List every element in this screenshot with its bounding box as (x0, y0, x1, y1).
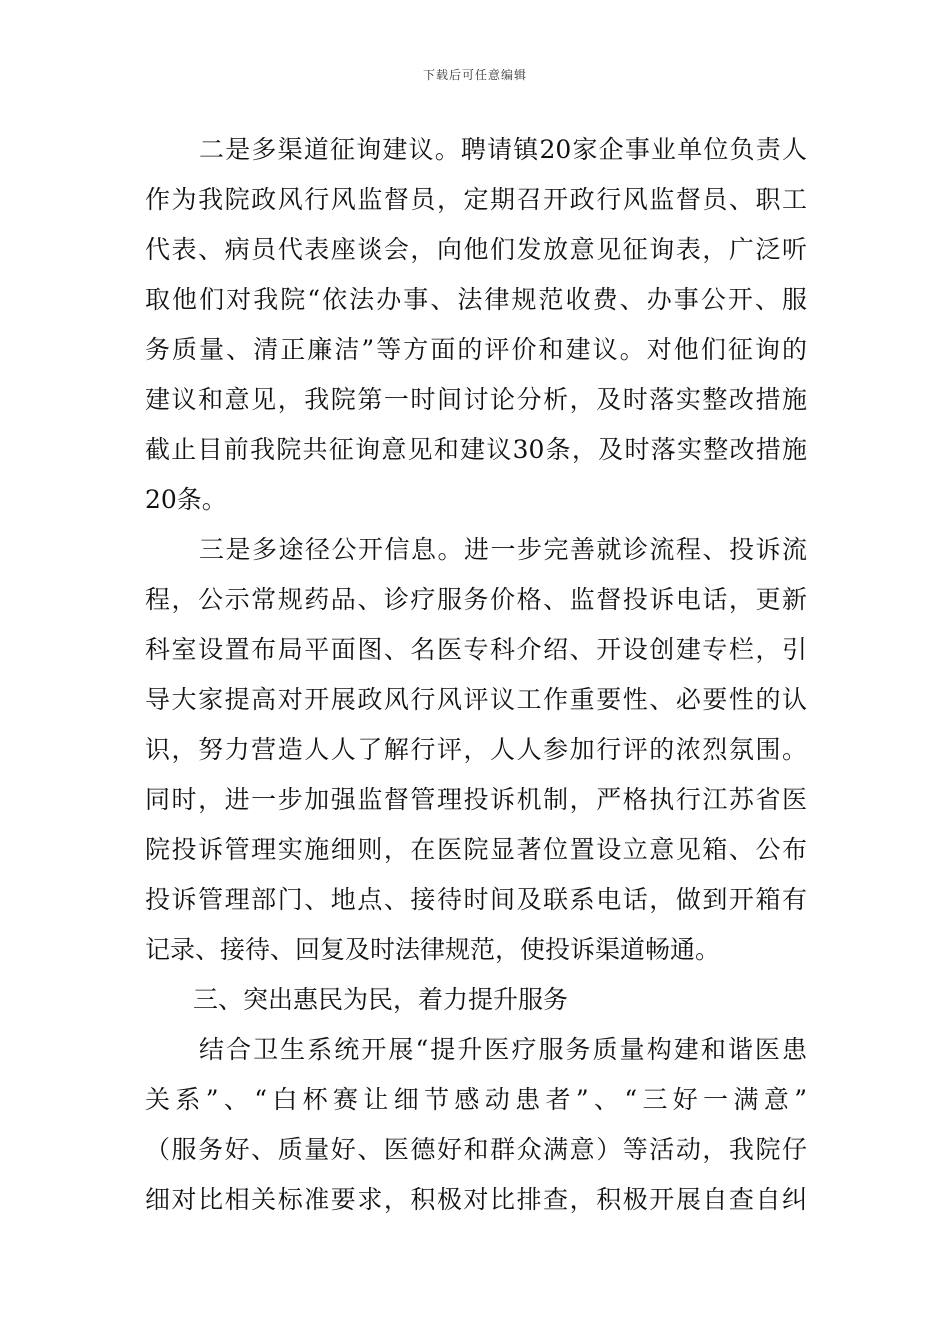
paragraph-line: 截止目前我院共征询意见和建议30条，及时落实整改措施 (145, 435, 807, 464)
paragraph-line: 建议和意见，我院第一时间讨论分析，及时落实整改措施 (145, 385, 807, 414)
section-heading: 三、突出惠民为民，着力提升服务 (193, 985, 569, 1014)
paragraph-line: 代表、病员代表座谈会，向他们发放意见征询表，广泛听 (145, 235, 807, 264)
paragraph-line: 取他们对我院“依法办事、法律规范收费、办事公开、服 (145, 285, 807, 314)
page-header-note: 下载后可任意编辑 (422, 68, 527, 82)
paragraph-line: 结合卫生系统开展“提升医疗服务质量构建和谐医患 (199, 1035, 807, 1064)
paragraph-line: 关系”、“白杯赛让细节感动患者”、“三好一满意” (145, 1085, 807, 1114)
paragraph-line: 导大家提高对开展政风行风评议工作重要性、必要性的认 (145, 685, 807, 714)
paragraph-line: 二是多渠道征询建议。聘请镇20家企事业单位负责人 (199, 135, 807, 164)
paragraph-line: 识，努力营造人人了解行评，人人参加行评的浓烈氛围。 (145, 735, 807, 764)
paragraph-line: 作为我院政风行风监督员，定期召开政行风监督员、职工 (145, 185, 807, 214)
paragraph-line: 三是多途径公开信息。进一步完善就诊流程、投诉流 (199, 535, 807, 564)
paragraph-line: 记录、接待、回复及时法律规范，使投诉渠道畅通。 (145, 935, 721, 964)
paragraph-line: 程，公示常规药品、诊疗服务价格、监督投诉电话，更新 (145, 585, 807, 614)
document-body (145, 125, 807, 1225)
paragraph-line: （服务好、质量好、医德好和群众满意）等活动，我院仔 (145, 1135, 807, 1164)
paragraph-line: 务质量、清正廉洁”等方面的评价和建议。对他们征询的 (145, 335, 807, 364)
paragraph-line: 细对比相关标准要求，积极对比排查，积极开展自查自纠 (145, 1185, 807, 1214)
paragraph-line: 科室设置布局平面图、名医专科介绍、开设创建专栏，引 (145, 635, 807, 664)
paragraph-line: 投诉管理部门、地点、接待时间及联系电话，做到开箱有 (145, 885, 807, 914)
paragraph-line: 同时，进一步加强监督管理投诉机制，严格执行江苏省医 (145, 785, 807, 814)
paragraph-line: 20条。 (145, 485, 227, 514)
paragraph-line: 院投诉管理实施细则，在医院显著位置设立意见箱、公布 (145, 835, 807, 864)
